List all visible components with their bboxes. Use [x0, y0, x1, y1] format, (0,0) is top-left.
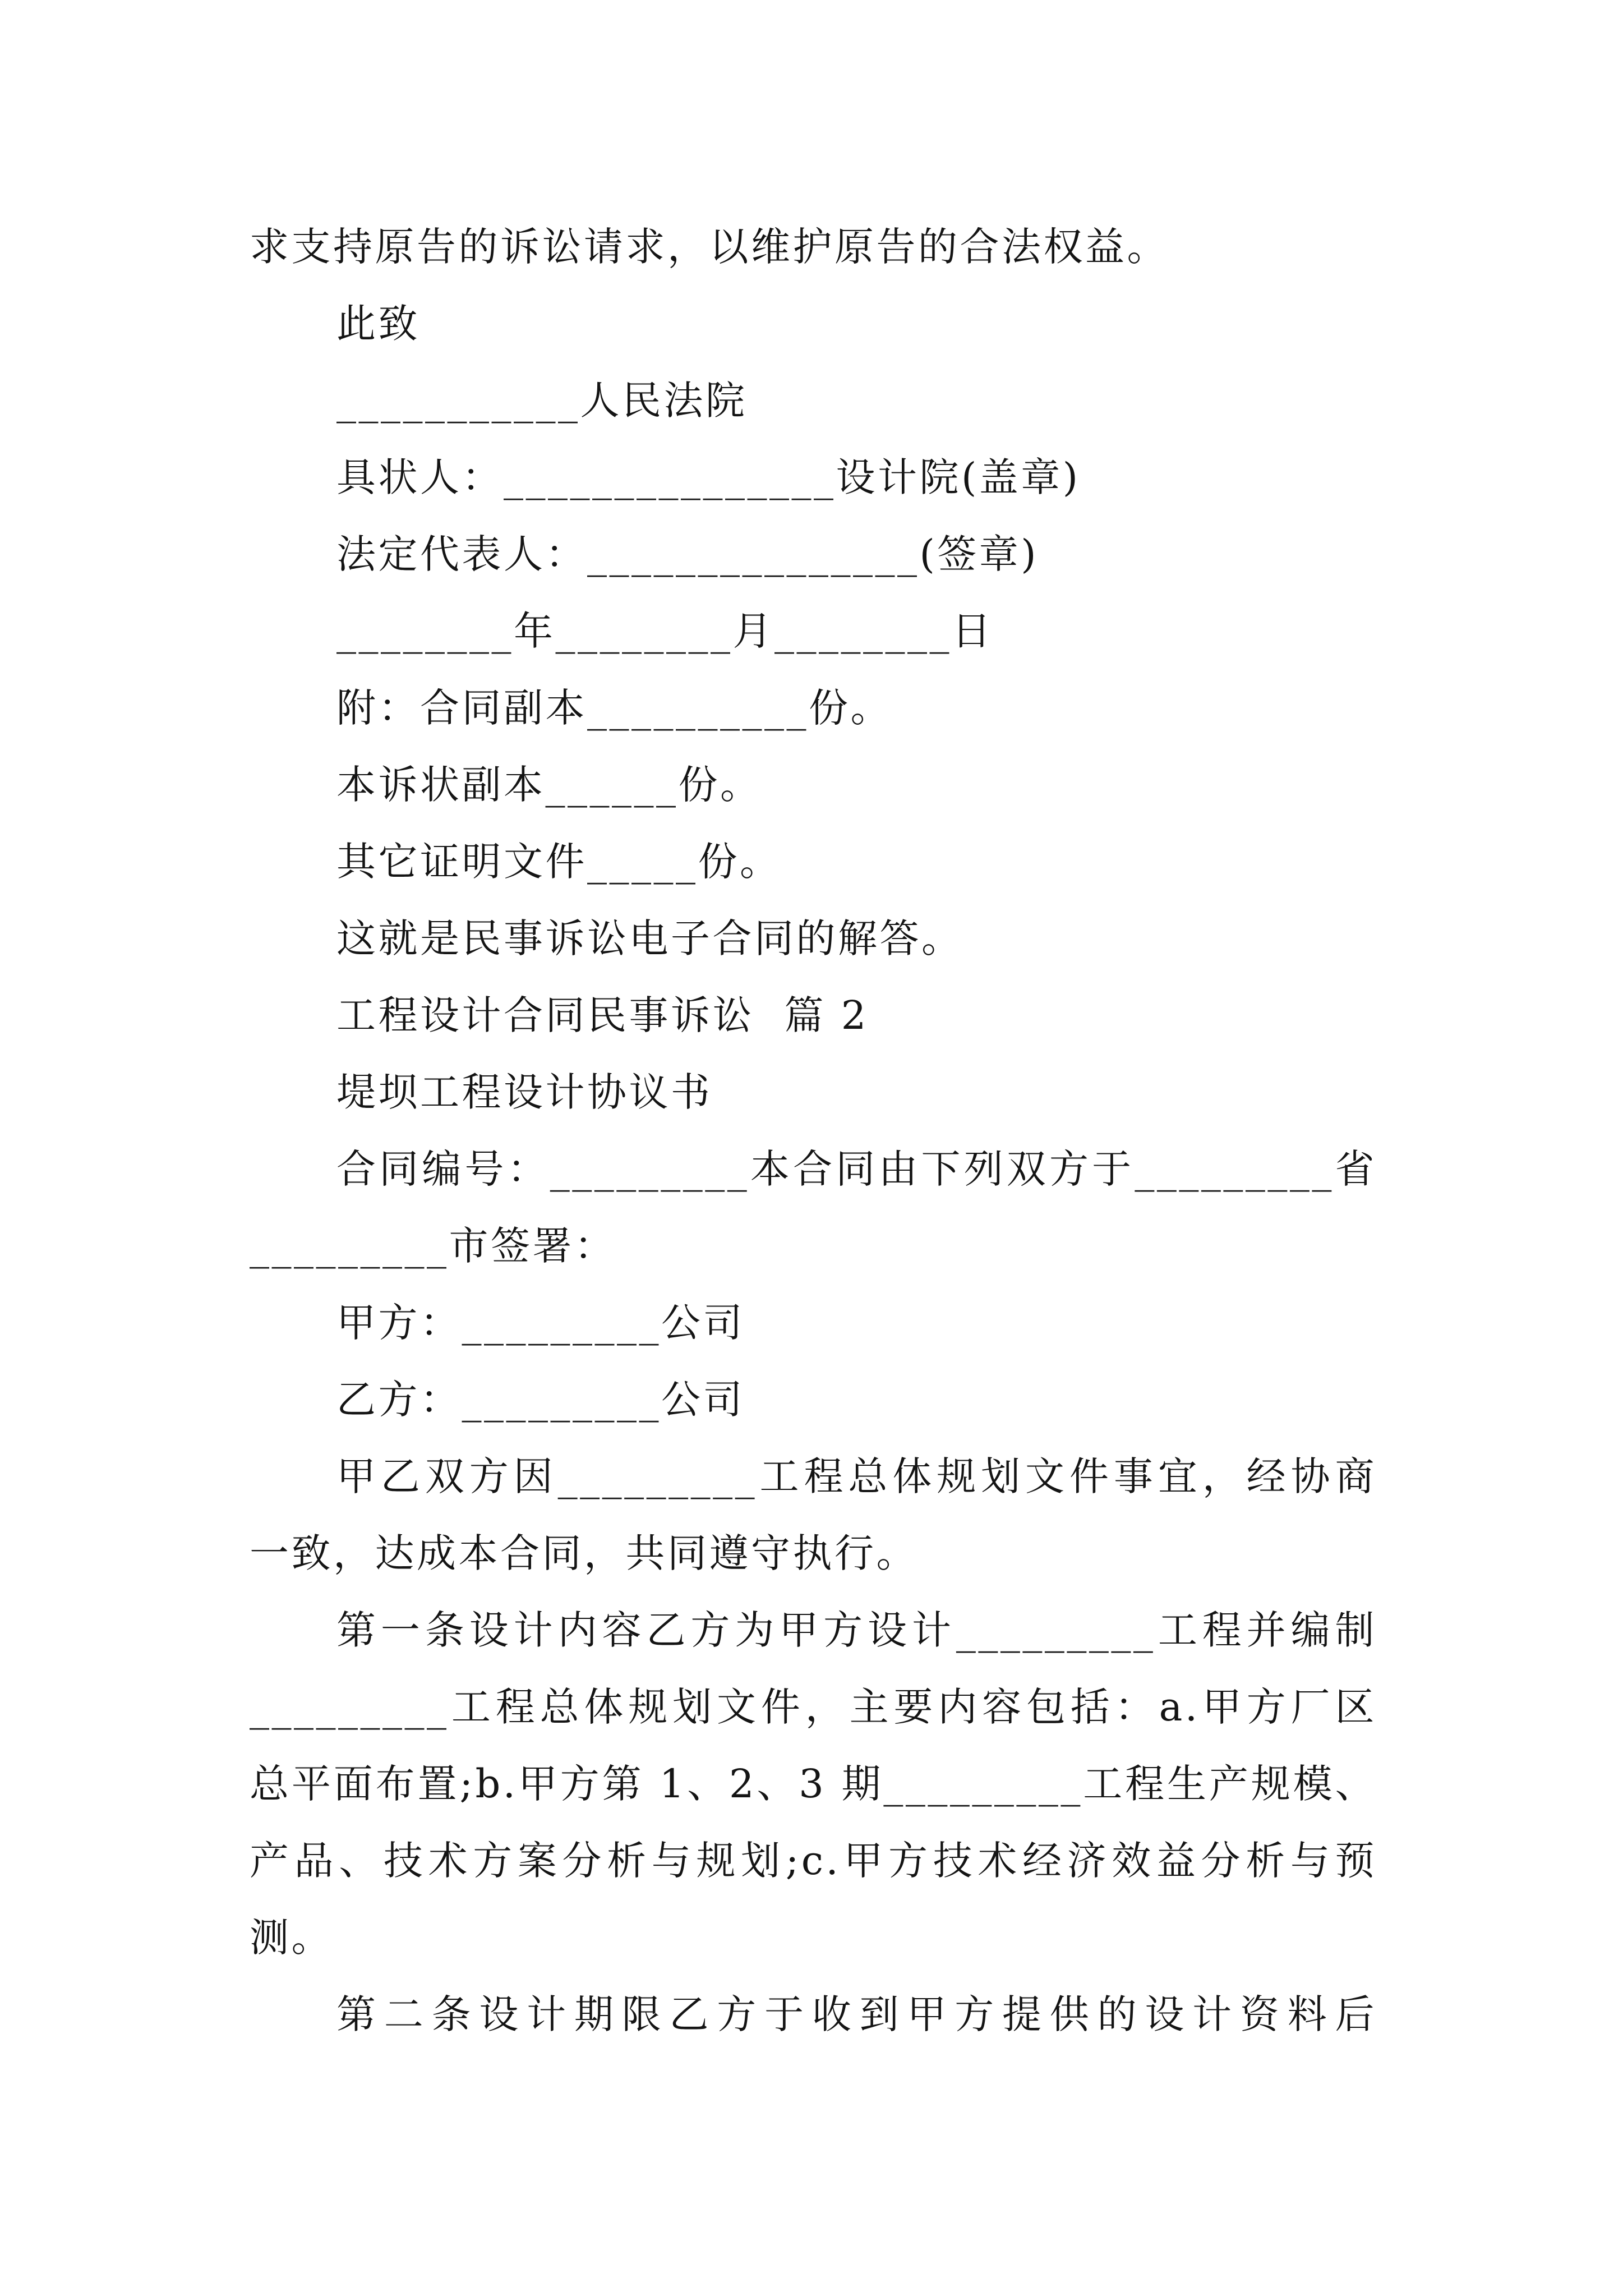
text-line: 测。: [250, 1915, 333, 1961]
text-line: 甲方：_________公司: [336, 1300, 745, 1346]
text-line: 求支持原告的诉讼请求，以维护原告的合法权益。: [250, 224, 1169, 270]
text-line: ___________人民法院: [336, 378, 748, 424]
text-line: 产品、技术方案分析与规划;c.甲方技术经济效益分析与预: [250, 1838, 1377, 1884]
document-body: [250, 209, 1377, 2053]
text-line: 乙方：_________公司: [336, 1377, 745, 1423]
text-line: _________工程总体规划文件，主要内容包括：a.甲方厂区: [250, 1684, 1377, 1730]
text-line: 这就是民事诉讼电子合同的解答。: [336, 915, 963, 961]
text-line: _________市签署：: [250, 1223, 616, 1269]
text-line: 一致，达成本合同，共同遵守执行。: [250, 1530, 918, 1576]
text-line: 工程设计合同民事诉讼 篇 2: [336, 992, 869, 1038]
text-line: 甲乙双方因_________工程总体规划文件事宜，经协商: [336, 1453, 1377, 1499]
text-line: 第二条设计期限乙方于收到甲方提供的设计资料后: [336, 1991, 1377, 2037]
text-line: 总平面布置;b.甲方第 1、2、3 期_________工程生产规模、: [250, 1761, 1377, 1807]
text-line: ________年________月________日: [336, 608, 994, 654]
text-line: 此致: [336, 301, 420, 347]
text-line: 法定代表人：_______________(签章): [336, 531, 1039, 577]
text-line: 其它证明文件_____份。: [336, 839, 782, 885]
text-line: 具状人：_______________设计院(盖章): [336, 454, 1081, 500]
text-line: 本诉状副本______份。: [336, 762, 762, 808]
text-line: 合同编号：_________本合同由下列双方于_________省: [336, 1146, 1377, 1192]
text-line: 附：合同副本__________份。: [336, 685, 892, 731]
text-line: 第一条设计内容乙方为甲方设计_________工程并编制: [336, 1607, 1377, 1653]
text-line: 堤坝工程设计协议书: [336, 1069, 713, 1115]
